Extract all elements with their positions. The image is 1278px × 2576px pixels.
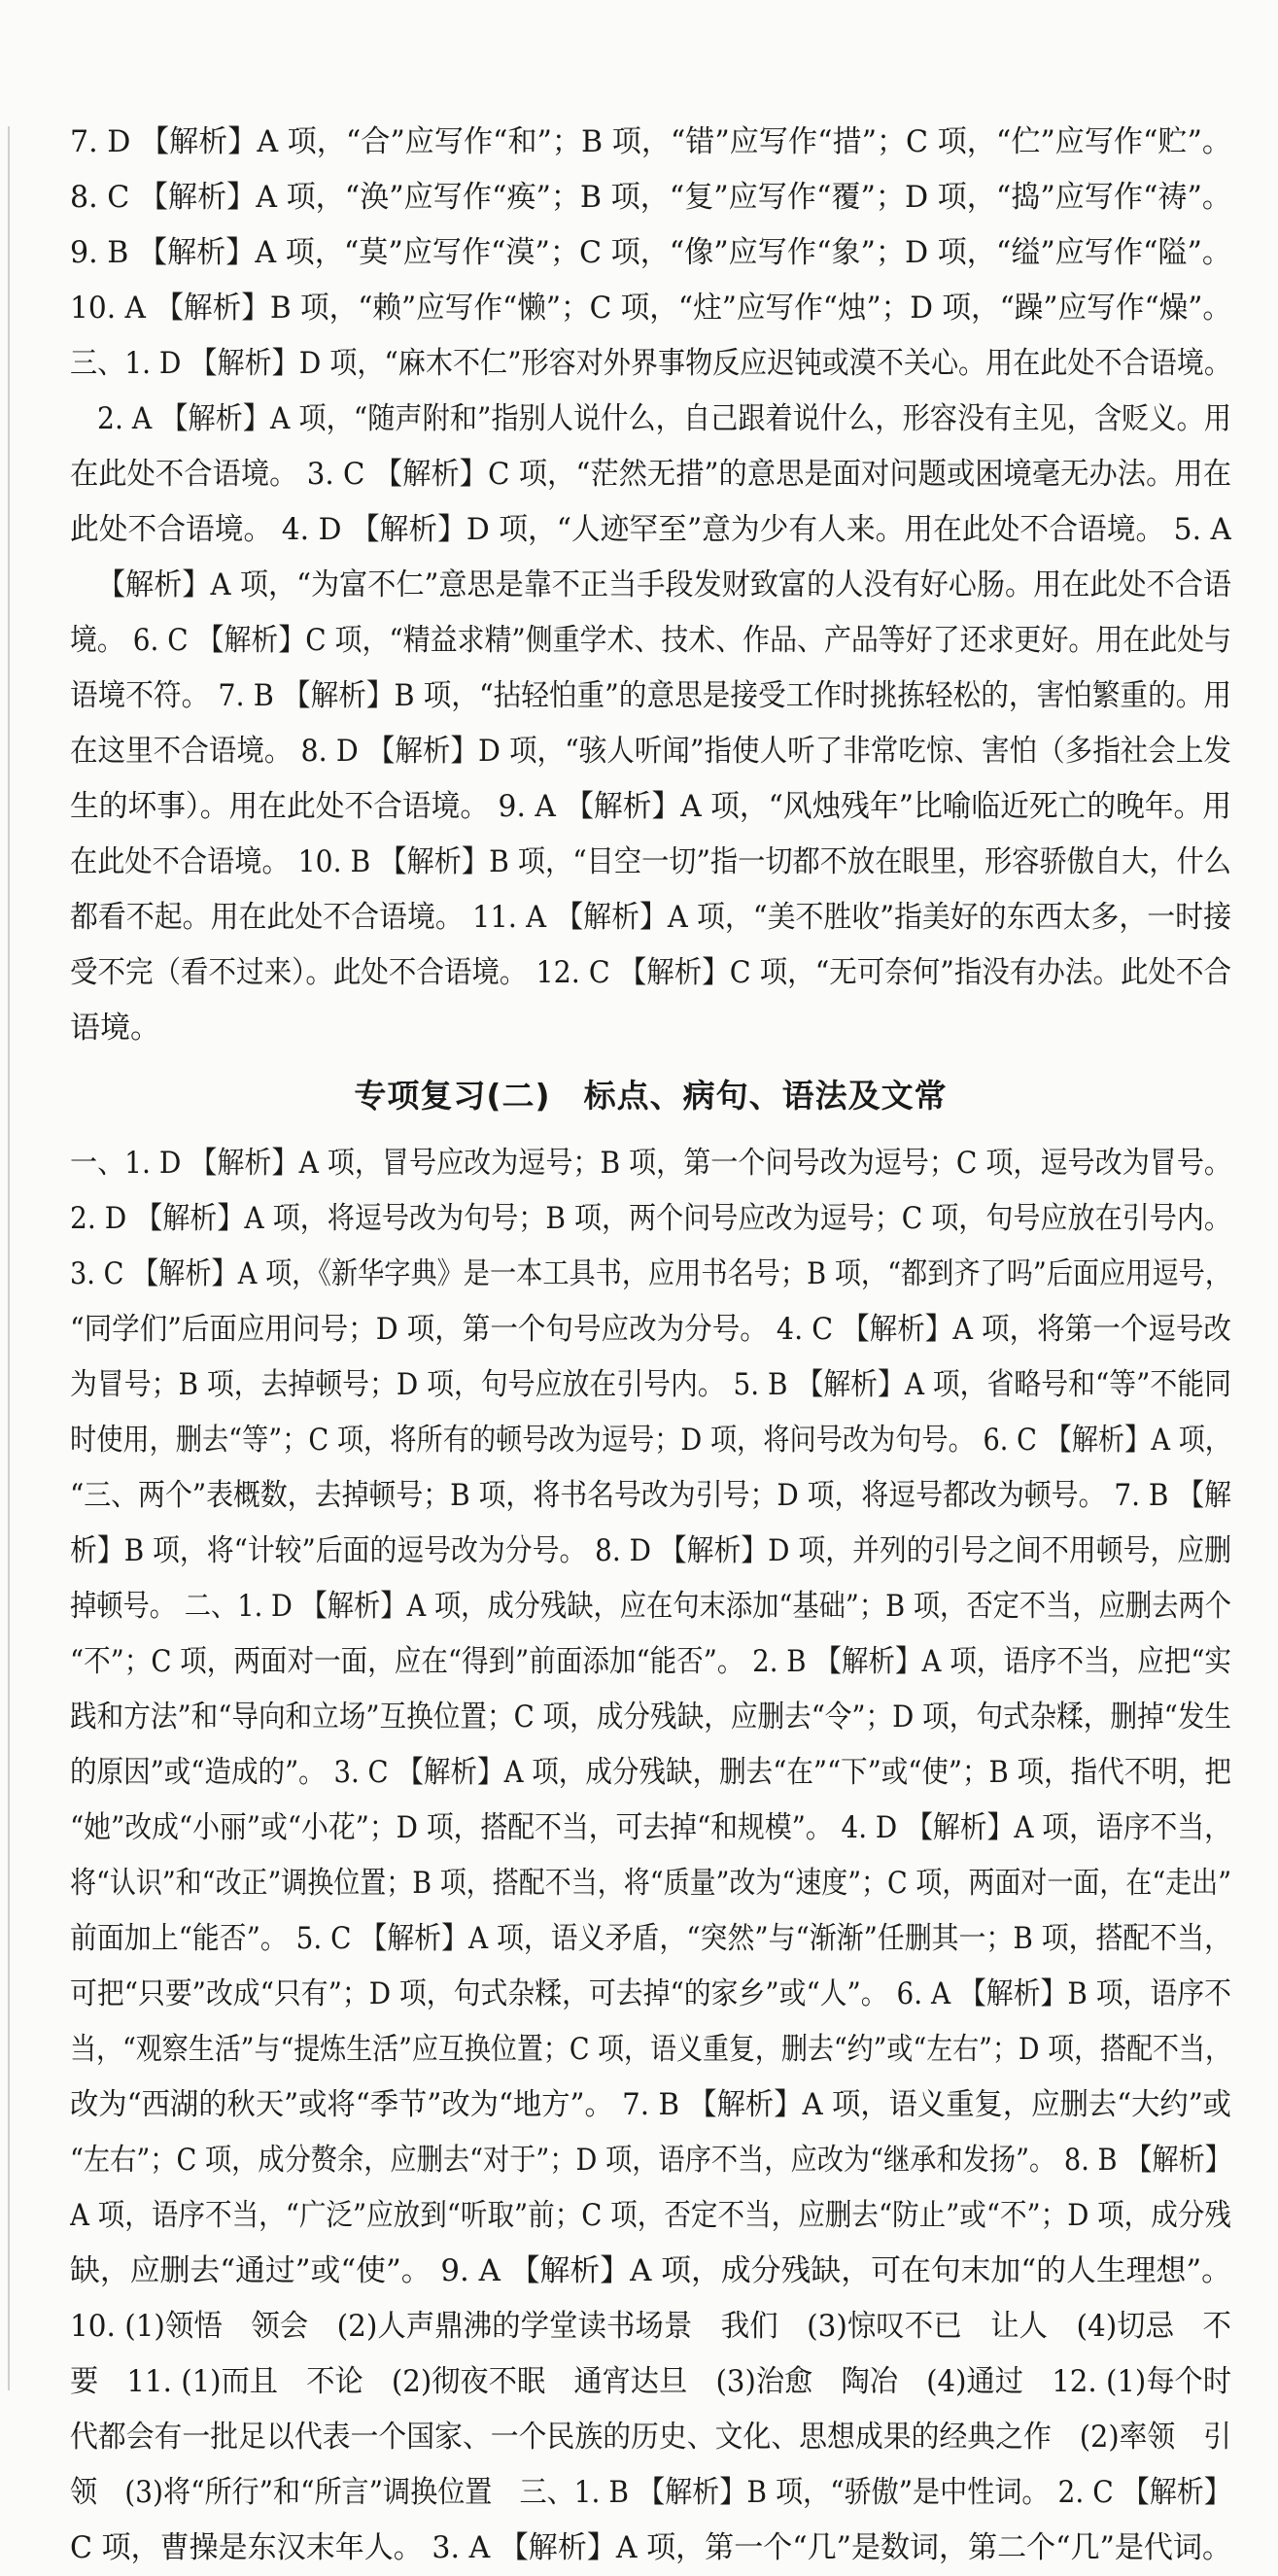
- answer-line: 8. C 【解析】A 项，“涣”应写作“痪”；B 项，“复”应写作“覆”；D 项，“捣”应写作“祷”。: [70, 180, 1231, 215]
- answer-line: 境。 6. C 【解析】C 项，“精益求精”侧重学术、技术、作品、产品等好了还求更好。用在此处与: [70, 623, 1231, 658]
- answer-line: 改为“西湖的秋天”或将“季节”改为“地方”。 7. B 【解析】A 项，语义重复，应删去“大约”或: [70, 2087, 1231, 2122]
- section-title: 专项复习(二) 标点、病句、语法及文常: [354, 1077, 948, 1115]
- answer-line: 三、1. D 【解析】D 项，“麻木不仁”形容对外界事物反应迟钝或漠不关心。用在此处不合语境。: [70, 346, 1231, 381]
- answer-line: 代都会有一批足以代表一个国家、一个民族的历史、文化、思想成果的经典之作 (2)率领 引: [70, 2420, 1231, 2455]
- answer-line: 的原因”或“造成的”。 3. C 【解析】A 项，成分残缺，删去“在”“下”或“使”；B 项，指代不明，把: [70, 1755, 1231, 1790]
- answer-line: 掉顿号。 二、1. D 【解析】A 项，成分残缺，应在句末添加“基础”；B 项，否定不当，应删去两个: [70, 1589, 1231, 1624]
- answer-line: 此处不合语境。 4. D 【解析】D 项，“人迹罕至”意为少有人来。用在此处不合语境。 5. A: [70, 512, 1231, 547]
- answer-line: “她”改成“小丽”或“小花”；D 项，搭配不当，可去掉“和规模”。 4. D 【解析】A 项，语序不当，: [70, 1810, 1231, 1845]
- answer-line: “不”；C 项，两面对一面，应在“得到”前面添加“能否”。 2. B 【解析】A 项，语序不当，应把“实: [70, 1644, 1231, 1679]
- answer-line: 3. C 【解析】A 项，《新华字典》是一本工具书，应用书名号；B 项，“都到齐了吗”后面应用逗号，: [70, 1256, 1231, 1291]
- answer-line: 践和方法”和“导向和立场”互换位置；C 项，成分残缺，应删去“令”；D 项，句式杂糅，删掉“发生: [70, 1700, 1231, 1735]
- answer-line: “左右”；C 项，成分赘余，应删去“对于”；D 项，语序不当，应改为“继承和发扬”。 8. B 【解析】: [70, 2143, 1231, 2178]
- answer-line: 语境。: [70, 1011, 160, 1046]
- answer-line: 要 11. (1)而且 不论 (2)彻夜不眠 通宵达旦 (3)治愈 陶冶 (4)通过 12. (1)每个时: [70, 2364, 1231, 2399]
- page-content: [70, 115, 1231, 2576]
- answer-line: 时使用，删去“等”；C 项，将所有的顿号改为逗号；D 项，将问号改为句号。 6. C 【解析】A 项，: [70, 1423, 1231, 1458]
- answer-line: 9. B 【解析】A 项，“莫”应写作“漠”；C 项，“像”应写作“象”；D 项，“缢”应写作“隘”。: [70, 235, 1231, 270]
- answer-line: A 项，语序不当，“广泛”应放到“听取”前；C 项，否定不当，应删去“防止”或“不”；D 项，成分残: [70, 2198, 1231, 2233]
- answer-line: 当，“观察生活”与“提炼生活”应互换位置；C 项，语义重复，删去“约”或“左右”；D 项，搭配不当，: [70, 2032, 1231, 2067]
- answer-line: C 项，曹操是东汉末年人。 3. A 【解析】A 项，第一个“几”是数词，第二个“几”是代词。: [70, 2530, 1231, 2565]
- answer-line: 语境不符。 7. B 【解析】B 项，“拈轻怕重”的意思是接受工作时挑拣轻松的，害怕繁重的。用: [70, 678, 1231, 713]
- answer-line: 在此处不合语境。 3. C 【解析】C 项，“茫然无措”的意思是面对问题或困境毫无办法。用在: [70, 457, 1231, 492]
- answer-line: 7. D 【解析】A 项，“合”应写作“和”；B 项，“错”应写作“措”；C 项，“伫”应写作“贮”。: [70, 124, 1231, 159]
- answer-line: 将“认识”和“改正”调换位置；B 项，搭配不当，将“质量”改为“速度”；C 项，两面对一面，在“走出”: [70, 1866, 1231, 1901]
- answer-line: 10. A 【解析】B 项，“赖”应写作“懒”；C 项，“炷”应写作“烛”；D 项，“躁”应写作“燥”。: [70, 291, 1231, 326]
- answer-line: 为冒号；B 项，去掉顿号；D 项，句号应放在引号内。 5. B 【解析】A 项，省略号和“等”不能同: [70, 1367, 1231, 1402]
- part2-block: [70, 1136, 1231, 2576]
- answer-line: 缺，应删去“通过”或“使”。 9. A 【解析】A 项，成分残缺，可在句末加“的人生理想”。: [70, 2253, 1231, 2288]
- part1-block: [70, 115, 1231, 1056]
- answer-line: 一、1. D 【解析】A 项，冒号应改为逗号；B 项，第一个问号改为逗号；C 项，逗号改为冒号。: [70, 1146, 1231, 1181]
- answer-line: 生的坏事）。用在此处不合语境。 9. A 【解析】A 项，“风烛残年”比喻临近死亡的晚年。用: [70, 789, 1231, 824]
- page-edge-line: [8, 126, 10, 2390]
- answer-line: 领 (3)将“所行”和“所言”调换位置 三、1. B 【解析】B 项，“骄傲”是中性词。 2. C 【解析】: [70, 2475, 1231, 2510]
- answer-line: 在此处不合语境。 10. B 【解析】B 项，“目空一切”指一切都不放在眼里，形容骄傲自大，什么: [70, 844, 1231, 879]
- answer-line: 2. A 【解析】A 项，“随声附和”指别人说什么，自己跟着说什么，形容没有主见，含贬义。用: [97, 401, 1231, 436]
- answer-line: “同学们”后面应用问号；D 项，第一个句号应改为分号。 4. C 【解析】A 项，将第一个逗号改: [70, 1312, 1231, 1347]
- answer-line: 【解析】A 项，“为富不仁”意思是靠不正当手段发财致富的人没有好心肠。用在此处不合语: [97, 567, 1231, 602]
- answer-line: 10. (1)领悟 领会 (2)人声鼎沸的学堂读书场景 我们 (3)惊叹不已 让人 (4)切忌 不: [70, 2309, 1231, 2344]
- answer-line: 都看不起。用在此处不合语境。 11. A 【解析】A 项，“美不胜收”指美好的东西太多，一时接: [70, 900, 1231, 935]
- answer-line: 2. D 【解析】A 项，将逗号改为句号；B 项，两个问号应改为逗号；C 项，句号应放在引号内。: [70, 1201, 1231, 1236]
- answer-line: “三、两个”表概数，去掉顿号；B 项，将书名号改为引号；D 项，将逗号都改为顿号。 7. B 【解: [70, 1478, 1231, 1513]
- answer-line: 析】B 项，将“计较”后面的逗号改为分号。 8. D 【解析】D 项，并列的引号之间不用顿号，应删: [70, 1533, 1231, 1568]
- answer-line: 受不完（看不过来）。此处不合语境。 12. C 【解析】C 项，“无可奈何”指没有办法。此处不合: [70, 955, 1231, 990]
- answer-line: 在这里不合语境。 8. D 【解析】D 项，“骇人听闻”指使人听了非常吃惊、害怕（多指社会上发: [70, 734, 1231, 769]
- answer-line: 可把“只要”改成“只有”；D 项，句式杂糅，可去掉“的家乡”或“人”。 6. A 【解析】B 项，语序不: [70, 1976, 1231, 2011]
- answer-line: 前面加上“能否”。 5. C 【解析】A 项，语义矛盾，“突然”与“渐渐”任删其一；B 项，搭配不当，: [70, 1921, 1231, 1956]
